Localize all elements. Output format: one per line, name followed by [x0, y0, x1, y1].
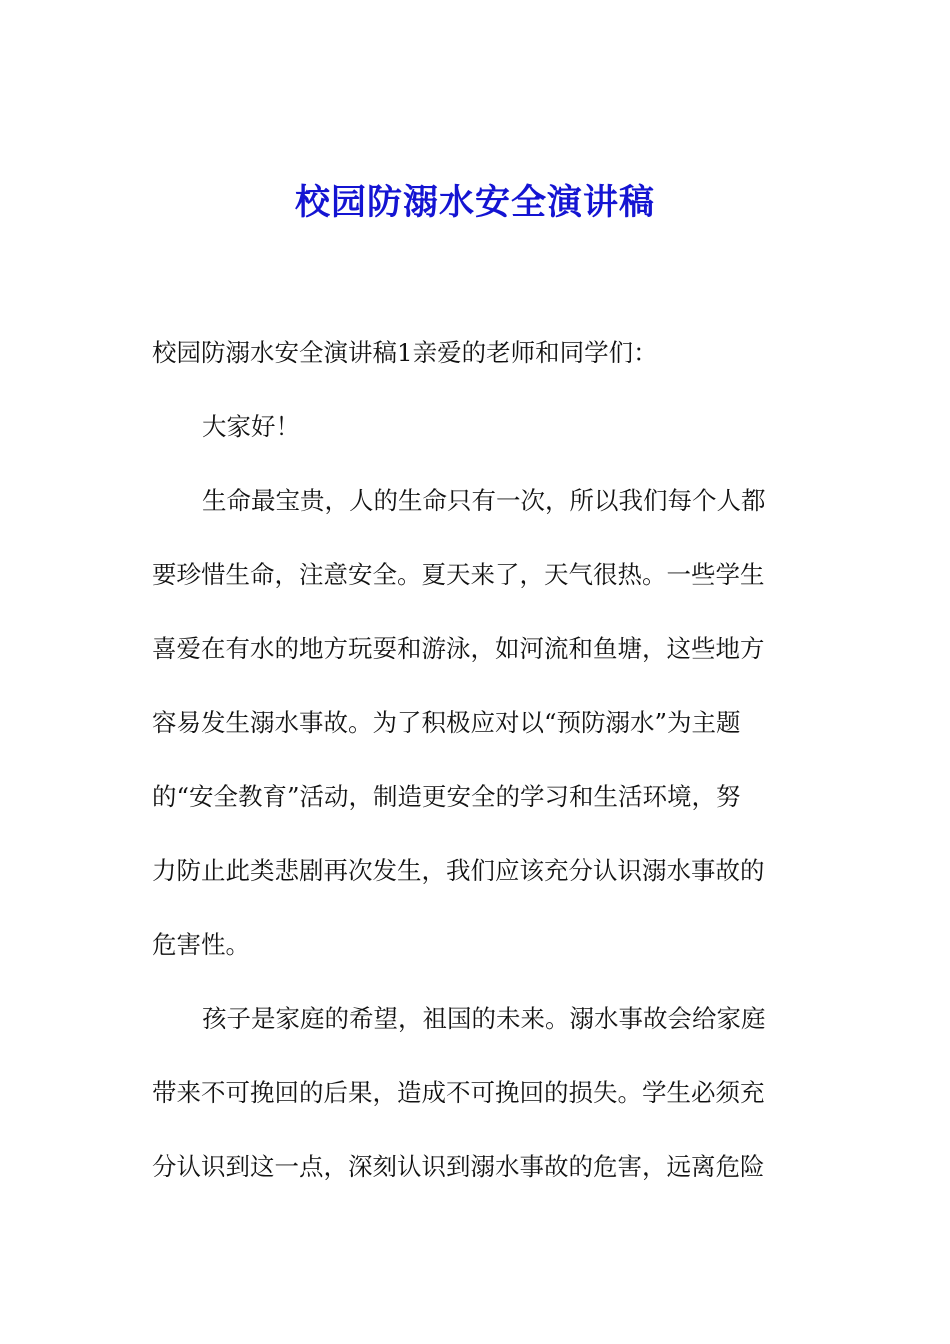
text-line: 的“安全教育”活动，制造更安全的学习和生活环境，努 — [152, 782, 741, 811]
text-line: 校园防溺水安全演讲稿1亲爱的老师和同学们： — [152, 338, 658, 367]
text-line: 要珍惜生命，注意安全。夏天来了，天气很热。一些学生 — [152, 560, 765, 589]
text-line: 喜爱在有水的地方玩耍和游泳，如河流和鱼塘，这些地方 — [152, 634, 765, 663]
text-line: 力防止此类悲剧再次发生，我们应该充分认识溺水事故的 — [152, 856, 765, 885]
text-line: 带来不可挽回的后果，造成不可挽回的损失。学生必须充 — [152, 1078, 765, 1107]
text-line: 容易发生溺水事故。为了积极应对以“预防溺水”为主题 — [152, 708, 741, 737]
document-body — [152, 331, 792, 1219]
document-title: 校园防溺水安全演讲稿 — [294, 182, 655, 223]
text-line: 分认识到这一点，深刻认识到溺水事故的危害，远离危险 — [152, 1152, 765, 1181]
text-line: 生命最宝贵，人的生命只有一次，所以我们每个人都 — [202, 486, 766, 515]
text-line: 孩子是家庭的希望，祖国的未来。溺水事故会给家庭 — [202, 1004, 766, 1033]
text-line: 危害性。 — [152, 930, 250, 959]
text-line: 大家好！ — [202, 412, 300, 441]
